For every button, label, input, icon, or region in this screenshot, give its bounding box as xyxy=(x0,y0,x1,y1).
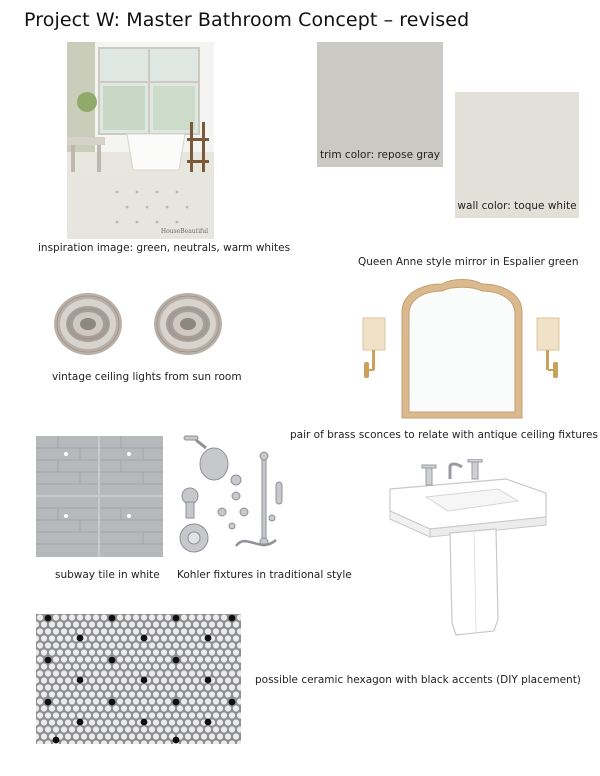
ceiling-light-2 xyxy=(152,291,224,357)
ceiling-lights-caption: vintage ceiling lights from sun room xyxy=(52,371,242,383)
inspiration-caption: inspiration image: green, neutrals, warm whites xyxy=(38,242,291,254)
kohler-fixtures-image xyxy=(176,434,294,558)
trim-color-label: trim color: repose gray xyxy=(320,149,440,161)
sconces-caption: pair of brass sconces to relate with antique ceiling fixtures xyxy=(290,429,598,441)
mirror-and-sconces xyxy=(360,278,564,422)
trim-color-swatch xyxy=(317,42,443,167)
kohler-caption: Kohler fixtures in traditional style xyxy=(177,569,352,581)
hexagon-tile-image xyxy=(36,614,241,744)
hexagon-caption: possible ceramic hexagon with black accents (DIY placement) xyxy=(255,674,581,686)
page-title: Project W: Master Bathroom Concept – revised xyxy=(24,9,470,31)
mirror-caption: Queen Anne style mirror in Espalier green xyxy=(358,256,579,268)
watermark: HouseBeautiful xyxy=(160,228,208,235)
subway-tile-caption: subway tile in white xyxy=(55,569,160,581)
inspiration-photo xyxy=(67,42,214,239)
pedestal-sink-image xyxy=(386,459,550,637)
subway-tile-image xyxy=(36,436,163,557)
wall-color-swatch xyxy=(455,92,579,218)
ceiling-light-1 xyxy=(52,291,124,357)
wall-color-label: wall color: toque white xyxy=(457,200,577,212)
